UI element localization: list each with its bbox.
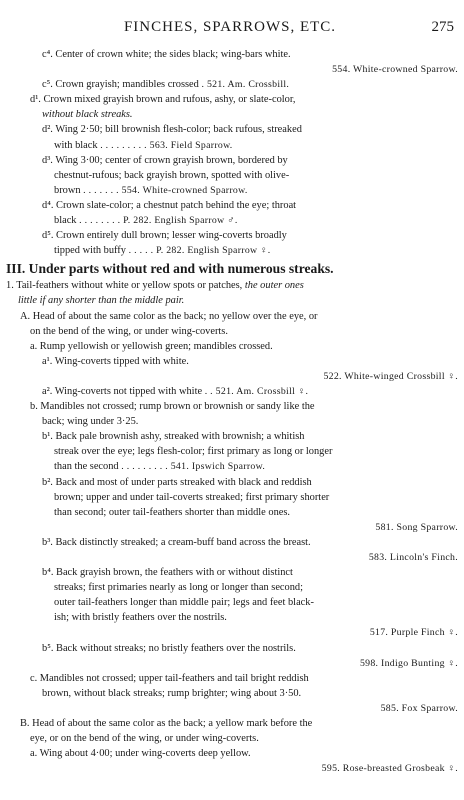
answer-text: . . . . . P. 282. English Sparrow ♀.	[128, 245, 271, 257]
entry-text-italic: the outer ones	[244, 280, 304, 292]
entry-b2	[6, 475, 458, 520]
entry-text: c⁴. Center of crown white; the sides black; wing-bars white.	[42, 49, 291, 60]
entry-text: ish; with bristly feathers over the nostrils.	[54, 612, 227, 624]
entry-text: c. Mandibles not crossed; upper tail-feathers and tail bright reddish	[30, 672, 309, 684]
entry-text: tipped with buffy	[54, 245, 126, 257]
entry-text: a². Wing-coverts not tipped with white	[42, 385, 203, 397]
entry-text: b⁴. Back grayish brown, the feathers with or without distinct	[42, 567, 293, 579]
answer-line: 595. Rose-breasted Grosbeak ♀.	[321, 763, 458, 775]
entry-text: back; wing under 3·25.	[42, 416, 139, 428]
entry-d4	[6, 198, 458, 228]
running-title: FINCHES, SPARROWS, ETC.	[123, 19, 337, 35]
answer-line: 581. Song Sparrow.	[375, 521, 458, 533]
answer-text: . . . . . . . . . 563. Field Sparrow.	[100, 139, 233, 151]
entry-text: outer tail-feathers longer than middle pair; legs and feet black-	[54, 597, 314, 609]
entry-a2	[6, 384, 458, 399]
entry-text: brown; upper and under tail-coverts streaked; first primary shorter	[54, 491, 330, 503]
answer-line: 522. White-winged Crossbill ♀.	[323, 370, 458, 382]
entry-text: streak over the eye; legs flesh-color; first primary as long or longer	[54, 446, 333, 458]
entry-b1	[6, 429, 458, 474]
entry-text: chestnut-rufous; back grayish brown, spotted with olive-	[54, 169, 290, 181]
entry-text: brown, without black streaks; rump brighter; wing about 3·50.	[42, 687, 302, 699]
answer-text: . . . . . . . . . 541. Ipswich Sparrow.	[121, 461, 266, 473]
answer-line: 554. White-crowned Sparrow.	[332, 64, 458, 76]
entry-text: b³. Back distinctly streaked; a cream-buff band across the breast.	[42, 536, 311, 548]
entry-text: B. Head of about the same color as the back; a yellow mark before the	[20, 718, 313, 730]
entry-text: brown	[54, 184, 81, 196]
entry-B	[6, 716, 458, 746]
entry-text: black	[54, 215, 77, 227]
entry-text: eye, or on the bend of the wing, or under wing-coverts.	[30, 733, 259, 745]
answer-text: . . . . . . . 554. White-crowned Sparrow.	[83, 184, 248, 196]
entry-1	[6, 278, 458, 308]
entry-text: A. Head of about the same color as the back; no yellow over the eye, or	[20, 310, 318, 322]
entry-text: b⁵. Back without streaks; no bristly feathers over the nostrils.	[42, 642, 296, 654]
answer-line: 583. Lincoln's Finch.	[368, 552, 458, 563]
entry-text: 1. Tail-feathers without white or yellow spots or patches,	[6, 280, 245, 292]
running-header	[6, 16, 454, 38]
answer-text: . . . . . . . . P. 282. English Sparrow ♂.	[79, 215, 238, 227]
answer-text: . . 521. Am. Crossbill ♀.	[204, 385, 309, 397]
entry-text-italic: without black streaks.	[42, 109, 133, 121]
entry-text: b². Back and most of under parts streaked with black and reddish	[42, 476, 312, 488]
entry-a1	[6, 354, 458, 369]
entry-text: with black	[54, 139, 98, 151]
entry-b4	[6, 565, 458, 625]
entry-text: d². Wing 2·50; bill brownish flesh-color; back rufous, streaked	[42, 124, 302, 136]
entry-text: than second; outer tail-feathers shorter than middle ones.	[54, 506, 291, 518]
entry-b3	[6, 535, 458, 550]
entry-text: b¹. Back pale brownish ashy, streaked with brownish; a whitish	[42, 431, 305, 443]
entry-d5	[6, 228, 458, 258]
entry-d1	[6, 92, 458, 122]
entry-text: b. Mandibles not crossed; rump brown or brownish or sandy like the	[30, 401, 315, 413]
key-text	[6, 47, 458, 776]
entry-text: a. Wing about 4·00; under wing-coverts deep yellow.	[30, 748, 251, 760]
entry-Ba	[6, 746, 458, 761]
entry-text: c⁵. Crown grayish; mandibles crossed	[42, 79, 199, 91]
entry-text: on the bend of the wing, or under wing-coverts.	[30, 325, 228, 337]
answer-line: 598. Indigo Bunting ♀.	[359, 657, 458, 669]
entry-text-italic: little if any shorter than the middle pair.	[18, 295, 185, 307]
entry-c5	[6, 77, 458, 92]
entry-text: d⁵. Crown entirely dull brown; lesser wing-coverts broadly	[42, 230, 287, 242]
entry-text: d³. Wing 3·00; center of crown grayish brown, bordered by	[42, 154, 288, 166]
entry-d3	[6, 153, 458, 198]
entry-text: streaks; first primaries nearly as long or longer than second;	[54, 582, 304, 594]
page-number: 275	[431, 19, 454, 35]
entry-c4	[6, 47, 458, 62]
entry-a	[6, 339, 458, 354]
answer-text: . 521. Am. Crossbill.	[201, 79, 290, 91]
entry-text: d¹. Crown mixed grayish brown and rufous, ashy, or slate-color,	[30, 94, 296, 106]
answer-line: 517. Purple Finch ♀.	[369, 627, 458, 639]
entry-b	[6, 399, 458, 429]
section-heading: III. Under parts without red and with numerous streaks.	[6, 261, 334, 277]
entry-A	[6, 309, 458, 339]
answer-line: 585. Fox Sparrow.	[380, 702, 458, 714]
entry-c	[6, 671, 458, 701]
entry-text: a. Rump yellowish or yellowish green; mandibles crossed.	[30, 340, 273, 352]
entry-text: a¹. Wing-coverts tipped with white.	[42, 355, 189, 367]
entry-d2	[6, 122, 458, 152]
entry-b5	[6, 641, 458, 656]
entry-text: than the second	[54, 461, 119, 473]
entry-text: d⁴. Crown slate-color; a chestnut patch behind the eye; throat	[42, 199, 297, 211]
